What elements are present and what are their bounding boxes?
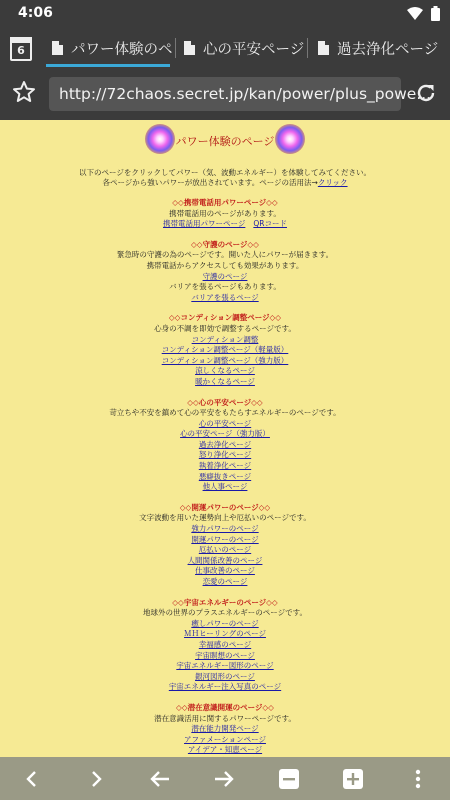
reload-icon[interactable] [414, 81, 438, 105]
back-button[interactable] [10, 757, 54, 800]
section-title: ◇◇潜在意識開運のページ◇◇ [176, 702, 274, 712]
section-description: 潜在意識活用に関するパワーページです。 [154, 713, 296, 723]
history-forward-button[interactable] [202, 757, 246, 800]
page-link[interactable]: 宇宙瞑想のページ [195, 650, 255, 660]
zoom-out-button[interactable] [267, 757, 311, 800]
more-vert-icon [415, 769, 421, 789]
status-icons [407, 6, 440, 21]
page-content [0, 120, 450, 757]
orb-image-right [275, 124, 305, 154]
intro-text [0, 168, 450, 188]
status-time: 4:06 [18, 5, 53, 21]
document-icon [318, 41, 329, 55]
intro-line-2-text: 各ページから強いパワーが放出されています。ページの活用法→ [102, 178, 318, 187]
document-icon [184, 41, 195, 55]
tab-switcher-button[interactable] [10, 37, 32, 61]
section-description: 文字波動を用いた運勢向上や厄払いのページです。 [139, 513, 311, 523]
page-link[interactable]: 怒り浄化ページ [198, 450, 252, 460]
page-link[interactable]: 悪癖抜きページ [198, 471, 252, 481]
page-link[interactable]: QRコード [253, 219, 287, 229]
minus-box-icon [279, 769, 299, 789]
section-title: ◇◇守護のページ◇◇ [191, 239, 259, 249]
url-input[interactable]: http://72chaos.secret.jp/kan/power/plus_powe... [49, 77, 401, 111]
intro-line-2 [0, 178, 450, 188]
chevron-left-icon [25, 770, 39, 788]
page-link[interactable]: 厄払いのページ [198, 545, 252, 555]
page-link[interactable]: 幸福感のページ [198, 639, 252, 649]
section [0, 240, 450, 304]
section-description: 心身の不調を即効で調整するページです。 [154, 323, 296, 333]
chevron-right-icon [89, 770, 103, 788]
tab-count: 6 [17, 44, 25, 57]
section-title: ◇◇心の平安ページ◇◇ [187, 397, 263, 407]
tab-past-purification[interactable] [308, 28, 450, 68]
section [0, 598, 450, 693]
arrow-left-icon [149, 770, 171, 788]
page-link[interactable]: 癒しパワーのページ [191, 618, 259, 628]
page-header [0, 124, 450, 160]
section-description: 苛立ちや不安を鎮めて心の平安をもたらすエネルギーのページです。 [109, 408, 341, 418]
page-link[interactable]: ＭＨヒーリングのページ [184, 629, 266, 639]
tab-label: 心の平安ページ [203, 41, 305, 58]
history-back-button[interactable] [138, 757, 182, 800]
forward-button[interactable] [74, 757, 118, 800]
page-link[interactable]: 携帯電話用パワーページ [163, 219, 246, 229]
arrow-right-icon [213, 770, 235, 788]
tab-label: 過去浄化ページ [337, 41, 439, 58]
page-link[interactable]: 銀河図形のページ [195, 671, 255, 681]
tab-power-experience[interactable] [46, 28, 176, 68]
inline-link-row [0, 219, 450, 230]
page-link[interactable]: 開運パワーのページ [191, 534, 259, 544]
bookmark-star-icon[interactable] [12, 80, 36, 104]
page-link[interactable]: 他人事ページ [202, 482, 248, 492]
section [0, 198, 450, 230]
page-link[interactable]: 涼しくなるページ [195, 366, 255, 376]
page-link[interactable]: 暖かくなるページ [195, 376, 255, 386]
bottom-toolbar [0, 757, 450, 800]
sections-list [0, 198, 450, 777]
section-title: ◇◇宇宙エネルギーのページ◇◇ [172, 597, 278, 607]
page-link[interactable]: コンディション調整 [191, 334, 259, 344]
tab-strip [0, 28, 450, 68]
page-title: パワー体験のページ [175, 135, 275, 148]
section-title: ◇◇開運パワーのページ◇◇ [179, 502, 271, 512]
page-link[interactable]: 恋愛のページ [202, 577, 248, 586]
page-link[interactable]: 潜在能力開発ページ [191, 724, 259, 734]
page-link[interactable]: バリアを張るページ [191, 292, 259, 302]
wifi-icon [407, 7, 423, 21]
section-description: 携帯電話用のページがあります。 [169, 208, 281, 218]
usage-link[interactable]: クリック [317, 178, 348, 187]
status-bar [0, 0, 450, 28]
section-description: 携帯電話からアクセスしても効果があります。 [146, 260, 304, 270]
tab-peace-of-mind[interactable] [176, 28, 308, 68]
page-link[interactable]: コンディション調整ページ（強力版） [161, 355, 289, 365]
intro-line-1: 以下のページをクリックしてパワー（気、波動エネルギー）を体験してみてください。 [78, 168, 372, 177]
zoom-in-button[interactable] [331, 757, 375, 800]
battery-icon [431, 6, 440, 21]
page-link[interactable]: コンディション調整ページ（軽量版） [161, 345, 289, 355]
section [0, 398, 450, 493]
section-description: バリアを張るページもあります。 [169, 282, 281, 292]
url-toolbar [0, 68, 450, 120]
page-link[interactable]: アファメーションページ [184, 734, 266, 744]
section [0, 313, 450, 387]
page-link[interactable]: 人間関係改善のページ [187, 555, 263, 565]
page-link[interactable]: アイデア・知恵ページ [187, 745, 263, 755]
tab-label: パワー体験のペ [71, 41, 173, 58]
section [0, 503, 450, 588]
plus-box-icon [343, 769, 363, 789]
page-link[interactable]: 守護のページ [202, 271, 248, 281]
page-link[interactable]: 仕事改善のページ [195, 566, 255, 576]
section-description: 地球外の世界のプラスエネルギーのページです。 [142, 608, 308, 618]
page-link[interactable]: 強力パワーのページ [191, 524, 259, 534]
page-link[interactable]: 過去浄化ページ [198, 439, 252, 449]
page-link[interactable]: 心の平安ページ [198, 418, 252, 428]
page-link[interactable]: 心の平安ページ（強力版） [180, 429, 270, 439]
section-description: 緊急時の守護の為のページです。開いた人にパワーが届きます。 [116, 250, 334, 260]
page-link[interactable]: 宇宙エネルギー図形のページ [176, 661, 274, 671]
document-icon [52, 41, 63, 55]
section-title: ◇◇コンディション調整ページ◇◇ [168, 313, 282, 323]
more-menu-button[interactable] [396, 757, 440, 800]
page-link[interactable]: 宇宙エネルギー注入写真のページ [168, 682, 282, 692]
page-link[interactable]: 執着浄化ページ [198, 461, 252, 471]
section-title: ◇◇携帯電話用パワーページ◇◇ [172, 198, 278, 207]
